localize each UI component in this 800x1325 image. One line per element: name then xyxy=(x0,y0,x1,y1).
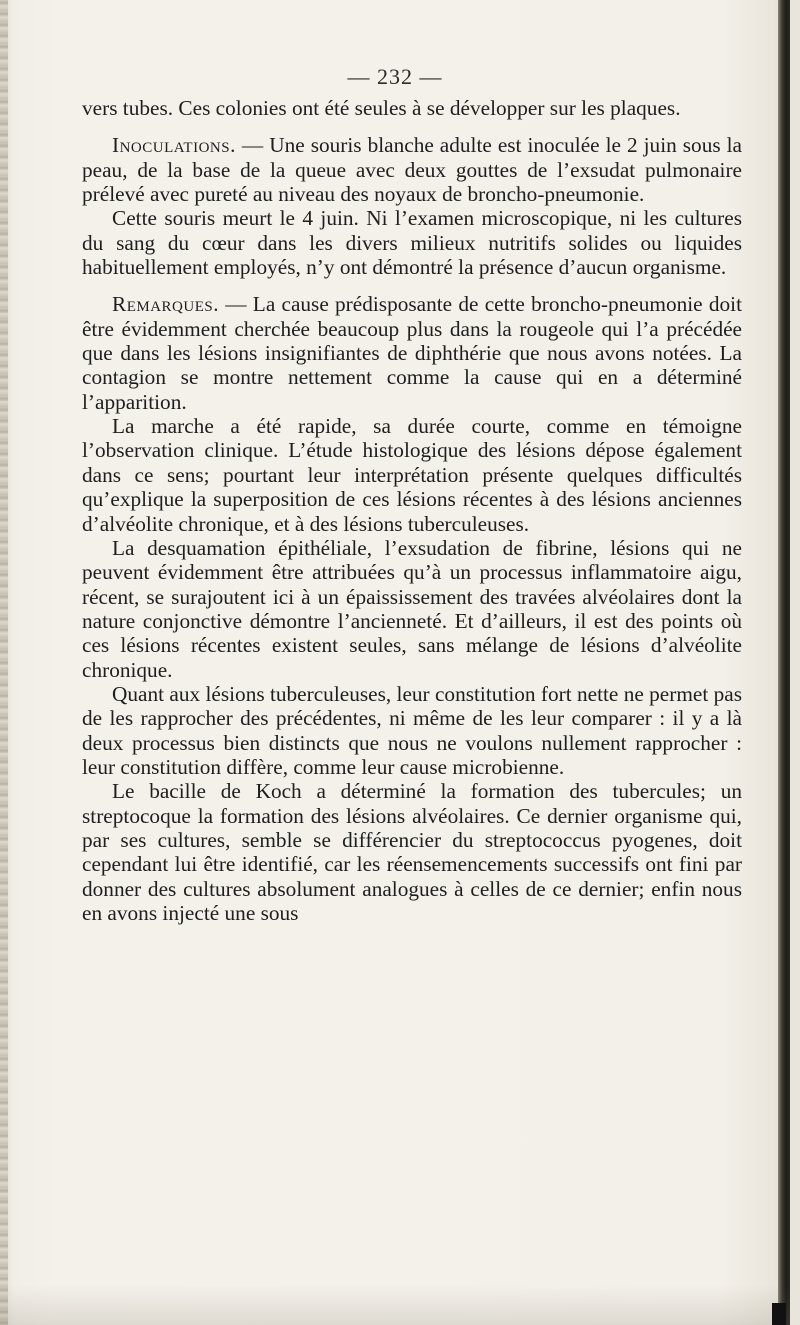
paragraph-text: Cette souris meurt le 4 juin. Ni l’examen microscopique, ni les cultures du sang du cœur dans les divers milieux nutritifs solides ou liquides habituellement employés, n’y ont démontré la présence d’aucun organisme. xyxy=(82,206,742,280)
page-number: — 232 — xyxy=(347,64,443,89)
body-text xyxy=(82,96,742,925)
paragraph-remarques xyxy=(82,292,742,414)
paragraph-text: Quant aux lésions tuberculeuses, leur constitution fort nette ne permet pas de les rapprocher des précédentes, ni même de les leur comparer : il y a là deux processus bien distincts que nous ne voulons nullement rapprocher : leur constitution diffère, comme leur cause microbienne. xyxy=(82,681,742,779)
paragraph xyxy=(82,682,742,779)
paragraph xyxy=(82,414,742,536)
page-right-edge-shadow xyxy=(778,0,790,1325)
paragraph-continuation xyxy=(82,96,742,120)
page-left-edge xyxy=(0,0,8,1325)
paragraph xyxy=(82,536,742,682)
corner-mark xyxy=(772,1303,786,1325)
paragraph-text: La desquamation épithéliale, l’exsudation de fibrine, lésions qui ne peuvent évidemment être attribuées qu’à un processus inflammatoire aigu, récent, se surajoutent ici à un épaississement des travées alvéolaires dont la nature conjonctive démontre l’ancienneté. Et d’ailleurs, il est des points où ces lésions récentes existent seules, sans mélange de lésions d’alvéolite chronique. xyxy=(82,535,742,682)
paragraph xyxy=(82,779,742,925)
paragraph-text: — La cause prédisposante de cette broncho-pneumonie doit être évidemment cherchée beaucoup plus dans la rougeole qui l’a précédée que dans les lésions insignifiantes de diphthérie que nous avons notées. La contagion se montre nettement comme la cause qui en a déterminé l’apparition. xyxy=(82,292,742,414)
paragraph xyxy=(82,206,742,279)
paragraph-text: Le bacille de Koch a déterminé la formation des tubercules; un streptocoque la formation des lésions alvéolaires. Ce dernier organisme qui, par ses cultures, semble se différencier du streptococcus pyogenes, doit cependant lui être identifié, car les réensemencements successifs ont fini par donner des cultures absolument analogues à celles de ce dernier; enfin nous en avons injecté une sous xyxy=(82,779,742,925)
paragraph-text: — Une souris blanche adulte est inoculée le 2 juin sous la peau, de la base de la queue avec deux gouttes de l’exsudat pulmonaire prélevé avec pureté au niveau des noyaux de broncho-pneumonie. xyxy=(82,133,742,207)
section-lead-inoculations: Inoculations. xyxy=(112,133,236,158)
paragraph-text: vers tubes. Ces colonies ont été seules à se développer sur les plaques. xyxy=(82,96,681,120)
paragraph-text: La marche a été rapide, sa durée courte, comme en témoigne l’observation clinique. L’étude histologique des lésions dépose également dans ce sens; pourtant leur interprétation présente quelques difficultés qu’explique la superposition de ces lésions récentes à des lésions anciennes d’alvéolite chronique, et à des lésions tuberculeuses. xyxy=(82,414,742,536)
section-lead-remarques: Remarques. xyxy=(112,292,220,317)
paragraph-inoculations xyxy=(82,133,742,206)
page-bottom-shade xyxy=(0,1285,790,1325)
